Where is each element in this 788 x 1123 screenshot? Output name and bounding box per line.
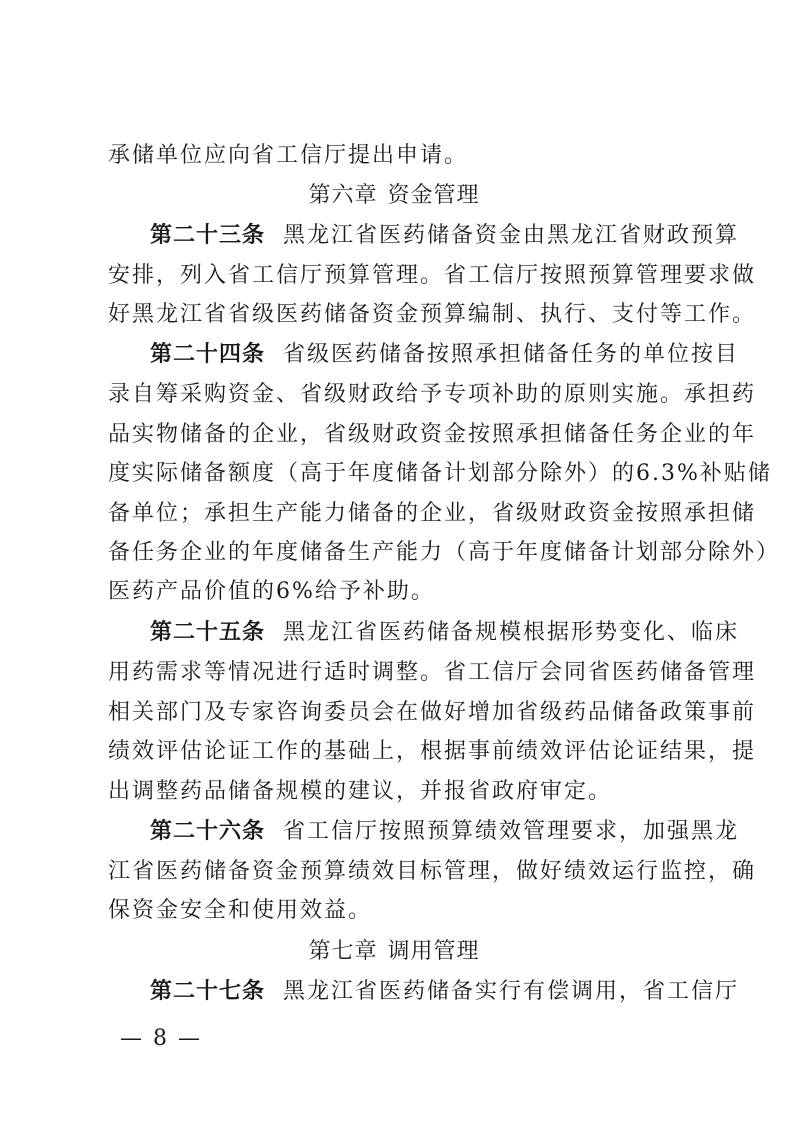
article-label: 第二十六条 xyxy=(150,819,266,844)
text-line: 录自筹采购资金、省级财政给予专项补助的原则实施。承担药 xyxy=(108,382,757,407)
text-line: 度实际储备额度（高于年度储备计划部分除外）的6.3%补贴储 xyxy=(108,461,772,486)
text-line: 用药需求等情况进行适时调整。省工信厅会同省医药储备管理 xyxy=(108,660,757,685)
chapter-title: 调用管理 xyxy=(387,939,480,964)
chapter-number: 第六章 xyxy=(308,183,378,208)
chapter-number: 第七章 xyxy=(308,939,378,964)
text-line: 省工信厅按照预算绩效管理要求，加强黑龙 xyxy=(283,819,740,844)
text-line: 黑龙江省医药储备资金由黑龙江省财政预算 xyxy=(283,223,740,248)
text-line: 承储单位应向省工信厅提出申请。 xyxy=(108,143,469,168)
article-24-line-1 xyxy=(150,340,740,370)
text-line: 黑龙江省医药储备实行有偿调用，省工信厅 xyxy=(283,979,740,1004)
text-line: 医药产品价值的6%给予补助。 xyxy=(108,579,435,604)
text-line: 品实物储备的企业，省级财政资金按照承担储备任务企业的年 xyxy=(108,422,757,447)
text-line: 保资金安全和使用效益。 xyxy=(108,898,373,923)
text-line: 出调整药品储备规模的建议，并报省政府审定。 xyxy=(108,779,613,804)
text-line: 黑龙江省医药储备规模根据形势变化、临床 xyxy=(283,620,740,645)
text-line: 省级医药储备按照承担储备任务的单位按目 xyxy=(283,342,740,367)
text-line: 相关部门及专家咨询委员会在做好增加省级药品储备政策事前 xyxy=(108,700,757,725)
article-label: 第二十七条 xyxy=(150,979,266,1004)
article-23-line-1 xyxy=(150,221,740,251)
page-number: — 8 — xyxy=(120,1026,202,1051)
chapter-title: 资金管理 xyxy=(387,183,480,208)
text-line: 安排，列入省工信厅预算管理。省工信厅按照预算管理要求做 xyxy=(108,263,757,288)
text-line: 江省医药储备资金预算绩效目标管理，做好绩效运行监控，确 xyxy=(108,859,757,884)
article-label: 第二十三条 xyxy=(150,223,266,248)
text-line: 备任务企业的年度储备生产能力（高于年度储备计划部分除外） xyxy=(108,540,781,565)
article-label: 第二十四条 xyxy=(150,342,266,367)
article-label: 第二十五条 xyxy=(150,620,266,645)
text-line: 备单位；承担生产能力储备的企业，省级财政资金按照承担储 xyxy=(108,501,757,526)
article-27-line-1 xyxy=(150,977,740,1007)
text-line: 绩效评估论证工作的基础上，根据事前绩效评估论证结果，提 xyxy=(108,739,757,764)
article-26-line-1 xyxy=(150,817,740,847)
article-25-line-1 xyxy=(150,618,740,648)
chapter-heading-6 xyxy=(0,181,788,211)
chapter-heading-7 xyxy=(0,937,788,967)
text-line: 好黑龙江省省级医药储备资金预算编制、执行、支付等工作。 xyxy=(108,302,757,327)
